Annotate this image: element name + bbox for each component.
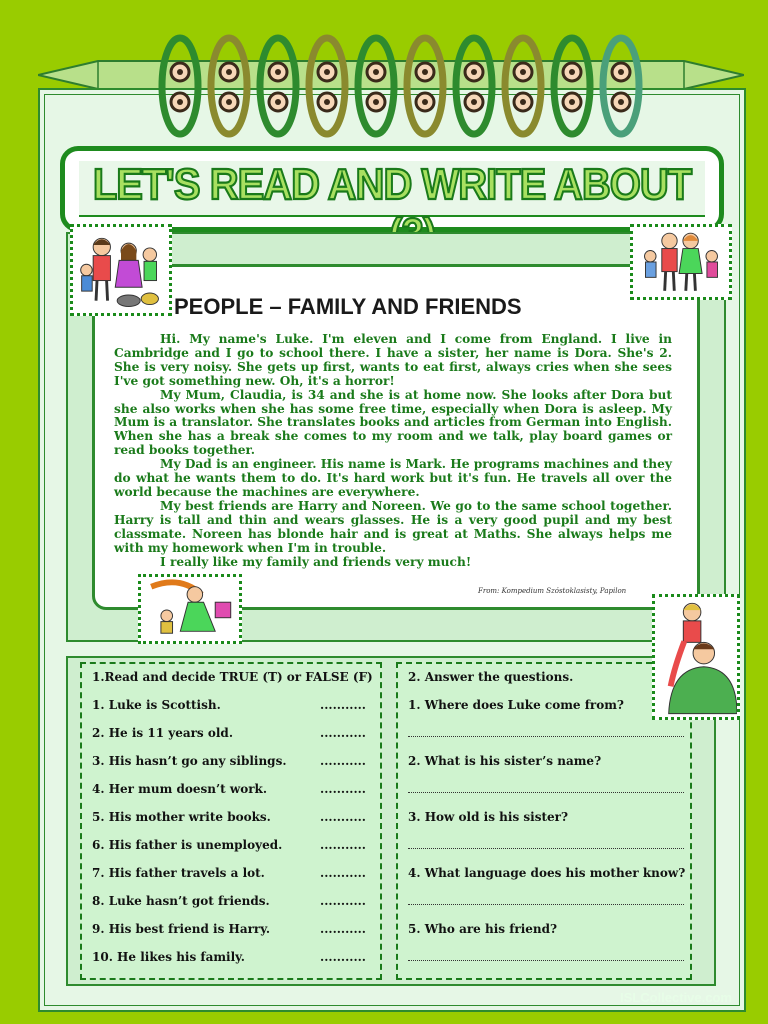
tf-item bbox=[92, 698, 372, 712]
title-box bbox=[60, 146, 724, 232]
mother-child-clipart-image bbox=[138, 574, 242, 644]
tf-statement: 2. He is 11 years old. bbox=[92, 726, 233, 740]
spiral-hole-center bbox=[569, 99, 575, 105]
tf-answer-blank[interactable]: ........... bbox=[320, 866, 366, 880]
tf-statement: 10. He likes his family. bbox=[92, 950, 245, 964]
tf-item bbox=[92, 922, 372, 936]
tf-answer-blank[interactable]: ........... bbox=[320, 950, 366, 964]
answer-line[interactable] bbox=[408, 904, 684, 905]
spiral-ring bbox=[456, 38, 492, 134]
tf-answer-blank[interactable]: ........... bbox=[320, 698, 366, 712]
tf-answer-blank[interactable]: ........... bbox=[320, 838, 366, 852]
answer-line[interactable] bbox=[408, 848, 684, 849]
spiral-hole-center bbox=[324, 69, 330, 75]
spiral-ring bbox=[162, 38, 198, 134]
story-paragraph: My Dad is an engineer. His name is Mark. He programs machines and they do what he wants them to do. It's hard work but it's fun. He travels all over the world because the machines are everywhere. bbox=[114, 457, 672, 499]
tf-answer-blank[interactable]: ........... bbox=[320, 726, 366, 740]
question: 1. Where does Luke come from? bbox=[408, 698, 624, 712]
tf-item bbox=[92, 754, 372, 768]
question: 3. How old is his sister? bbox=[408, 810, 568, 824]
spiral-hole-center bbox=[275, 99, 281, 105]
tf-answer-blank[interactable]: ........... bbox=[320, 894, 366, 908]
tf-item bbox=[92, 810, 372, 824]
tf-item bbox=[92, 838, 372, 852]
tf-answer-blank[interactable]: ........... bbox=[320, 922, 366, 936]
tf-statement: 4. Her mum doesn’t work. bbox=[92, 782, 268, 796]
spiral-ring bbox=[554, 38, 590, 134]
tf-statement: 8. Luke hasn’t got friends. bbox=[92, 894, 270, 908]
spiral-hole-center bbox=[520, 69, 526, 75]
spiral-hole-center bbox=[471, 69, 477, 75]
source-citation: From: Kompedium Szóstoklasisty, Papilon bbox=[478, 587, 627, 595]
tf-answer-blank[interactable]: ........... bbox=[320, 754, 366, 768]
answer-line[interactable] bbox=[408, 792, 684, 793]
tf-item bbox=[92, 894, 372, 908]
spiral-ring bbox=[211, 38, 247, 134]
tf-statement: 7. His father travels a lot. bbox=[92, 866, 265, 880]
story-paragraph: Hi. My name's Luke. I'm eleven and I come from England. I live in Cambridge and I go to school there. I have a sister, her name is Dora. She's 2. She is very noisy. She gets up first, wants to eat first, always cries when she sees I've got something new. Oh, it's a horror! bbox=[114, 332, 672, 388]
spiral-ring bbox=[407, 38, 443, 134]
page-title: LET'S READ AND WRITE ABOUT bbox=[92, 160, 692, 209]
answer-questions-exercise bbox=[396, 662, 692, 980]
tf-item bbox=[92, 950, 372, 964]
tf-answer-blank[interactable]: ........... bbox=[320, 810, 366, 824]
spiral-binding bbox=[150, 34, 650, 142]
true-false-exercise bbox=[80, 662, 382, 980]
section-subtitle: PEOPLE – FAMILY AND FRIENDS bbox=[174, 294, 634, 320]
spiral-hole-center bbox=[226, 69, 232, 75]
title-strip bbox=[79, 161, 705, 217]
story-paragraph: I really like my family and friends very much! bbox=[160, 554, 472, 569]
spiral-hole-center bbox=[422, 99, 428, 105]
tf-statement: 1. Luke is Scottish. bbox=[92, 698, 221, 712]
spiral-ring bbox=[260, 38, 296, 134]
spiral-hole-center bbox=[324, 99, 330, 105]
question: 5. Who are his friend? bbox=[408, 922, 558, 936]
answer-line[interactable] bbox=[408, 736, 684, 737]
spiral-hole-center bbox=[422, 69, 428, 75]
spiral-hole-center bbox=[569, 69, 575, 75]
watermark: ISLCollective.com bbox=[620, 990, 732, 1005]
spiral-ring bbox=[505, 38, 541, 134]
tf-item bbox=[92, 726, 372, 740]
story-text bbox=[114, 333, 672, 569]
spiral-ring bbox=[603, 38, 639, 134]
tf-item bbox=[92, 866, 372, 880]
spiral-hole-center bbox=[618, 99, 624, 105]
tf-statement: 3. His hasn’t go any siblings. bbox=[92, 754, 287, 768]
spiral-hole-center bbox=[373, 69, 379, 75]
father-child-clipart-image bbox=[652, 594, 740, 720]
spiral-hole-center bbox=[520, 99, 526, 105]
exercise-heading: 1.Read and decide TRUE (T) or FALSE (F) bbox=[92, 670, 373, 684]
answer-line[interactable] bbox=[408, 960, 684, 961]
spiral-hole-center bbox=[177, 69, 183, 75]
family-clipart-image bbox=[70, 224, 172, 316]
question: 4. What language does his mother know? bbox=[408, 866, 686, 880]
story-paragraph: My best friends are Harry and Noreen. We go to the same school together. Harry is tall and thin and wears glasses. He is a very good pupil and my best classmate. Noreen has blonde hair and is great at Maths. She always helps me with my homework when I'm in trouble. bbox=[114, 498, 672, 555]
spiral-hole-center bbox=[275, 69, 281, 75]
spiral-hole-center bbox=[373, 99, 379, 105]
story-paragraph: My Mum, Claudia, is 34 and she is at home now. She looks after Dora but she also works when she has some free time, especially when Dora is asleep. My Mum is a translator. She translates books and articles from German into English. When she has a break she comes to my room and we talk, play board games or read books together. bbox=[114, 387, 672, 458]
tf-statement: 9. His best friend is Harry. bbox=[92, 922, 271, 936]
spiral-hole-center bbox=[177, 99, 183, 105]
spiral-hole-center bbox=[471, 99, 477, 105]
family-clipart-image bbox=[630, 224, 732, 300]
tf-item bbox=[92, 782, 372, 796]
spiral-hole-center bbox=[618, 69, 624, 75]
tf-statement: 6. His father is unemployed. bbox=[92, 838, 283, 852]
tf-answer-blank[interactable]: ........... bbox=[320, 782, 366, 796]
exercise-heading: 2. Answer the questions. bbox=[408, 670, 574, 684]
tf-statement: 5. His mother write books. bbox=[92, 810, 271, 824]
question: 2. What is his sister’s name? bbox=[408, 754, 602, 768]
spiral-ring bbox=[358, 38, 394, 134]
spiral-hole-center bbox=[226, 99, 232, 105]
spiral-ring bbox=[309, 38, 345, 134]
